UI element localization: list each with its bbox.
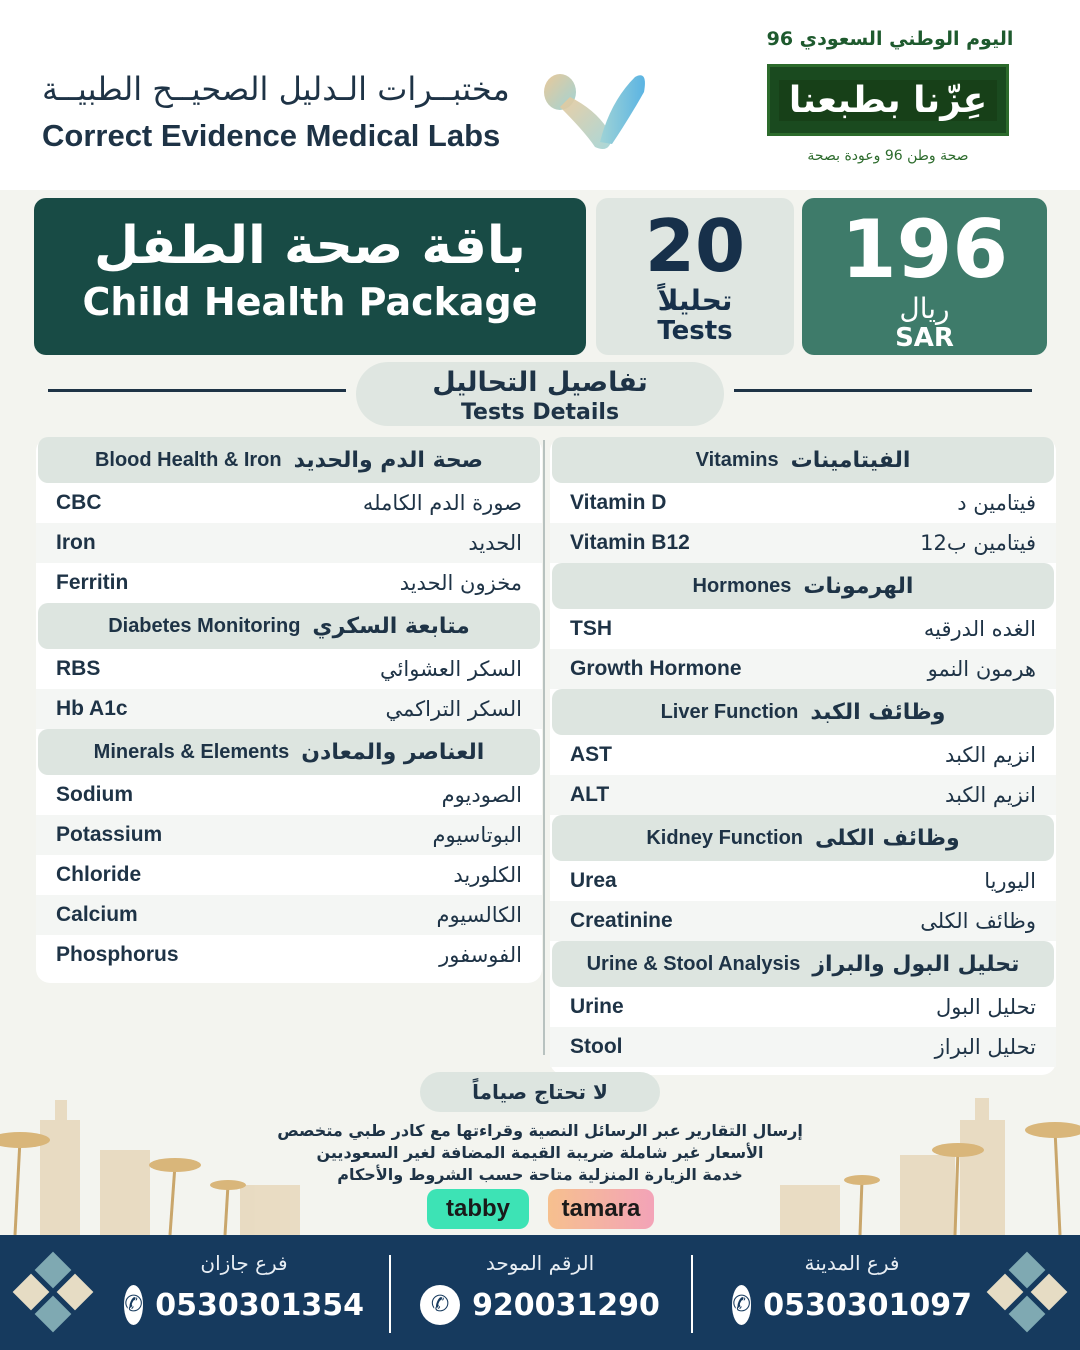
section-title-arabic: الهرمونات (803, 573, 914, 599)
test-row (550, 735, 1056, 775)
section-title-english: Hormones (692, 574, 792, 597)
test-row (550, 775, 1056, 815)
phone-icon: ✆ (124, 1285, 143, 1325)
test-name-english: Potassium (56, 823, 163, 846)
test-row (36, 649, 542, 689)
tabby-payment-badge: tabby (427, 1189, 529, 1229)
test-name-arabic: الغده الدرقيه (923, 617, 1036, 641)
section-title-arabic: وظائف الكبد (810, 699, 946, 725)
lab-name-english: Correct Evidence Medical Labs (42, 118, 501, 153)
section-title-english: Liver Function (660, 700, 799, 723)
test-name-english: Ferritin (56, 571, 129, 594)
tests-count-card (596, 198, 794, 355)
test-row (36, 855, 542, 895)
test-name-arabic: هرمون النمو (927, 657, 1036, 681)
footer-contacts (0, 1235, 1080, 1350)
test-name-arabic: تحليل البراز (934, 1035, 1036, 1059)
test-name-arabic: انزيم الكبد (945, 783, 1036, 807)
branch-unified (420, 1235, 660, 1325)
column-divider (543, 440, 545, 1055)
tests-label-english: Tests (657, 316, 733, 346)
note-reports: إرسال التقارير عبر الرسائل النصية وقراءتها مع كادر طبي متخصص (277, 1121, 803, 1140)
test-name-english: Creatinine (570, 909, 673, 932)
tamara-payment-badge: tamara (548, 1189, 654, 1229)
test-name-arabic: الحديد (468, 531, 522, 555)
section-title-arabic: متابعة السكري (312, 613, 470, 639)
test-name-english: ALT (570, 783, 610, 806)
test-row (36, 563, 542, 603)
test-name-arabic: الصوديوم (441, 783, 522, 807)
section-title-arabic: وظائف الكلى (815, 825, 960, 851)
test-name-arabic: البوتاسيوم (432, 823, 522, 847)
test-row (36, 815, 542, 855)
phone-number: 0530301097 (763, 1287, 972, 1323)
phone-icon: ✆ (732, 1285, 751, 1325)
test-name-arabic: الكلوريد (453, 863, 522, 887)
national-day-subtitle: صحة وطن 96 وعودة بصحة (807, 148, 969, 164)
phone-link[interactable] (732, 1285, 972, 1325)
test-name-english: Growth Hormone (570, 657, 742, 680)
section-title-english: Urine & Stool Analysis (586, 952, 801, 975)
test-name-arabic: السكر التراكمي (385, 697, 522, 721)
package-title-card (34, 198, 586, 355)
test-row (550, 987, 1056, 1027)
test-name-english: Iron (56, 531, 96, 554)
test-name-arabic: صورة الدم الكامله (362, 491, 522, 515)
section-title-arabic: العناصر والمعادن (301, 739, 485, 765)
section-items (550, 609, 1056, 689)
section-header (552, 563, 1054, 609)
test-name-arabic: الفوسفور (439, 943, 522, 967)
test-name-english: Hb A1c (56, 697, 128, 720)
lab-logo-icon (540, 62, 650, 157)
test-name-arabic: انزيم الكبد (945, 743, 1036, 767)
price-value: 196 (841, 203, 1008, 296)
tests-count: 20 (644, 204, 746, 288)
section-header (552, 689, 1054, 735)
test-row (36, 895, 542, 935)
test-row (550, 649, 1056, 689)
phone-icon: ✆ (420, 1285, 460, 1325)
section-header (38, 603, 540, 649)
test-row (550, 861, 1056, 901)
national-day-title: اليوم الوطني السعودي 96 (766, 28, 1014, 50)
section-items (550, 483, 1056, 563)
test-name-arabic: السكر العشوائي (380, 657, 522, 681)
test-row (550, 901, 1056, 941)
test-row (550, 483, 1056, 523)
divider (389, 1255, 391, 1333)
phone-link[interactable] (420, 1285, 660, 1325)
note-vat: الأسعار غير شاملة ضريبة القيمة المضافة لغير السعوديين (316, 1143, 764, 1162)
test-name-arabic: فيتامين د (957, 491, 1036, 515)
right-tests-column (550, 437, 1056, 1075)
section-items (550, 987, 1056, 1067)
test-name-english: Vitamin D (570, 491, 667, 514)
divider (734, 389, 1032, 392)
test-name-english: Vitamin B12 (570, 531, 690, 554)
test-row (36, 483, 542, 523)
details-title-english: Tests Details (460, 400, 620, 425)
section-title-english: Kidney Function (646, 826, 804, 849)
section-title-english: Blood Health & Iron (94, 448, 282, 471)
test-row (36, 523, 542, 563)
section-header (552, 815, 1054, 861)
branch-name: فرع جازان (200, 1251, 288, 1275)
section-title-english: Vitamins (695, 448, 779, 471)
phone-number: 920031290 (472, 1287, 660, 1323)
branch-name: فرع المدينة (804, 1251, 900, 1275)
details-title-arabic: تفاصيل التحاليل (432, 367, 648, 398)
no-fasting-badge: لا تحتاج صياماً (420, 1072, 660, 1112)
test-row (36, 935, 542, 975)
section-items (550, 861, 1056, 941)
phone-link[interactable] (124, 1285, 364, 1325)
left-tests-column (36, 437, 542, 983)
package-title-english: Child Health Package (82, 280, 538, 324)
branch-madinah (732, 1235, 972, 1325)
test-name-english: Sodium (56, 783, 133, 806)
section-items (36, 649, 542, 729)
test-name-english: TSH (570, 617, 612, 640)
tests-label-arabic: تحليلاً (657, 284, 733, 317)
branch-name: الرقم الموحد (485, 1251, 595, 1275)
package-title-arabic: باقة صحة الطفل (94, 216, 526, 276)
test-name-arabic: اليوريا (984, 869, 1036, 893)
section-items (36, 775, 542, 975)
note-home-visit: خدمة الزيارة المنزلية متاحة حسب الشروط والأحكام (337, 1165, 743, 1184)
test-name-arabic: وظائف الكلى (920, 909, 1036, 933)
branch-jazan (124, 1235, 364, 1325)
test-row (36, 775, 542, 815)
test-name-arabic: مخزون الحديد (399, 571, 522, 595)
national-day-logo (767, 64, 1009, 136)
section-header (552, 941, 1054, 987)
section-title-arabic: صحة الدم والحديد (293, 447, 484, 473)
currency-arabic: ريال (899, 292, 950, 325)
test-name-english: RBS (56, 657, 101, 680)
test-name-english: Calcium (56, 903, 138, 926)
test-name-arabic: تحليل البول (936, 995, 1036, 1019)
lab-name-arabic: مختبــرات الـدليل الصحيــح الطبيــة (42, 70, 510, 108)
test-row (550, 523, 1056, 563)
section-header (38, 437, 540, 483)
test-name-english: Chloride (56, 863, 142, 886)
section-title-arabic: تحليل البول والبراز (812, 951, 1020, 977)
currency-english: SAR (895, 323, 954, 353)
national-day-slogan: عِزّنا بطبعنا (779, 80, 997, 121)
test-name-english: Urea (570, 869, 617, 892)
test-name-english: Stool (570, 1035, 623, 1058)
section-title-english: Diabetes Monitoring (108, 614, 301, 637)
section-title-english: Minerals & Elements (93, 740, 290, 763)
divider (48, 389, 346, 392)
test-row (550, 1027, 1056, 1067)
section-items (550, 735, 1056, 815)
section-header (38, 729, 540, 775)
test-name-english: AST (570, 743, 612, 766)
price-card (802, 198, 1047, 355)
test-name-english: CBC (56, 491, 102, 514)
test-name-arabic: فيتامين ب12 (920, 531, 1036, 555)
tests-details-heading (356, 362, 724, 426)
section-header (552, 437, 1054, 483)
phone-number: 0530301354 (155, 1287, 364, 1323)
test-name-arabic: الكالسيوم (436, 903, 522, 927)
test-name-english: Phosphorus (56, 943, 179, 966)
section-title-arabic: الفيتامينات (790, 447, 911, 473)
test-row (550, 609, 1056, 649)
test-name-english: Urine (570, 995, 624, 1018)
divider (691, 1255, 693, 1333)
section-items (36, 483, 542, 603)
test-row (36, 689, 542, 729)
header (0, 0, 1080, 190)
